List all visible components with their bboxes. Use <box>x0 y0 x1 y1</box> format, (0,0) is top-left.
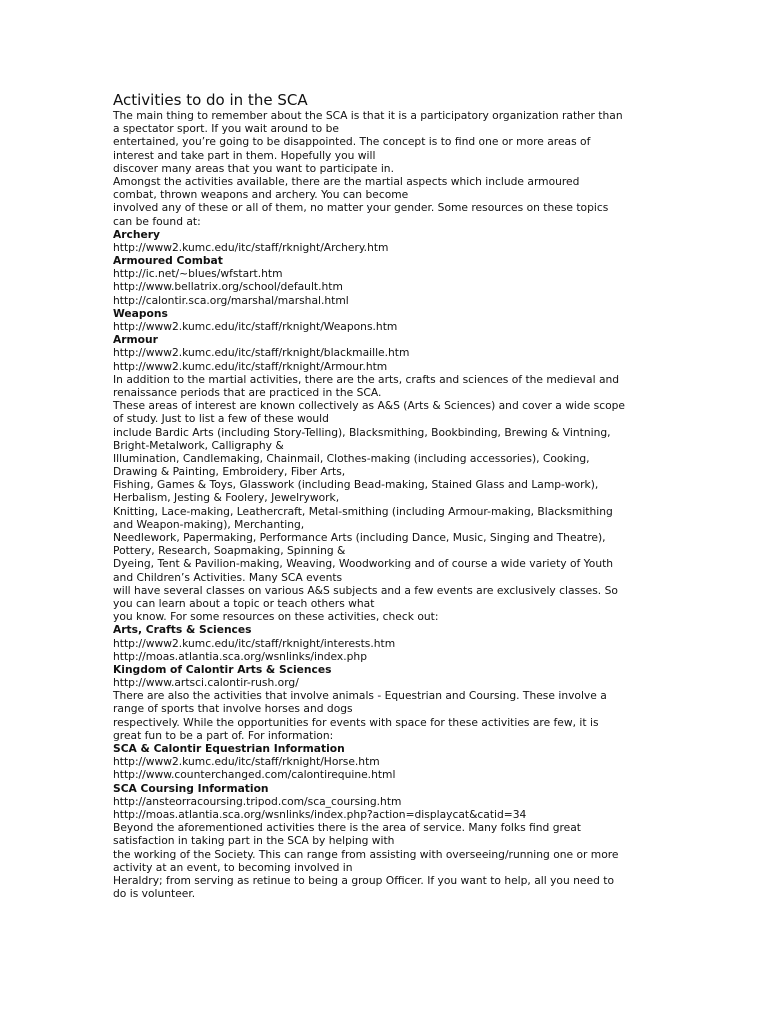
text-line: http://ansteorracoursing.tripod.com/sca_coursing.htm <box>113 794 402 808</box>
text-line: Knitting, Lace-making, Leathercraft, Metal-smithing (including Armour-making, Blacksmithing <box>113 504 613 518</box>
text-line: Fishing, Games & Toys, Glasswork (including Bead-making, Stained Glass and Lamp-work), <box>113 478 599 492</box>
text-line: In addition to the martial activities, there are the arts, crafts and sciences of the medieval and <box>113 372 620 386</box>
text-line: http://www2.kumc.edu/itc/staff/rknight/Armour.htm <box>113 359 388 373</box>
text-line: Heraldry; from serving as retinue to being a group Officer. If you want to help, all you need to <box>113 873 614 887</box>
text-line: you know. For some resources on these activities, check out: <box>113 610 439 624</box>
text-line: Drawing & Painting, Embroidery, Fiber Arts, <box>113 465 346 479</box>
text-line: Amongst the activities available, there are the martial aspects which include armoured <box>113 174 580 188</box>
page-title: Activities to do in the SCA <box>113 91 308 109</box>
text-line: Bright-Metalwork, Calligraphy & <box>113 438 284 452</box>
text-line: involved any of these or all of them, no matter your gender. Some resources on these topics <box>113 201 609 215</box>
text-line: can be found at: <box>113 214 201 228</box>
text-line: Herbalism, Jesting & Foolery, Jewelrywork, <box>113 491 340 505</box>
text-line: http://www.artsci.calontir-rush.org/ <box>113 676 299 690</box>
text-line: http://www.counterchanged.com/calontirequine.html <box>113 768 396 782</box>
text-line: http://ic.net/~blues/wfstart.htm <box>113 267 283 281</box>
text-line: you can learn about a topic or teach others what <box>113 596 375 610</box>
text-line: include Bardic Arts (including Story-Telling), Blacksmithing, Bookbinding, Brewing & Vintning, <box>113 425 611 439</box>
text-line: the working of the Society. This can range from assisting with overseeing/running one or more <box>113 847 619 861</box>
text-line: and Weapon-making), Merchanting, <box>113 517 305 531</box>
document-page <box>113 92 658 900</box>
text-line: discover many areas that you want to participate in. <box>113 161 394 175</box>
text-line: great fun to be a part of. For information: <box>113 728 334 742</box>
text-line: renaissance periods that are practiced in the SCA. <box>113 385 382 399</box>
text-line: http://www2.kumc.edu/itc/staff/rknight/blackmaille.htm <box>113 346 410 360</box>
text-line: http://www2.kumc.edu/itc/staff/rknight/interests.htm <box>113 636 396 650</box>
text-line: There are also the activities that involve animals - Equestrian and Coursing. These involve a <box>113 689 607 703</box>
section-heading: Armoured Combat <box>113 254 223 268</box>
text-line: Needlework, Papermaking, Performance Arts (including Dance, Music, Singing and Theatre), <box>113 531 606 544</box>
text-line: http://moas.atlantia.sca.org/wsnlinks/index.php?action=displaycat&catid=34 <box>113 807 527 821</box>
text-line: satisfaction in taking part in the SCA by helping with <box>113 834 395 848</box>
section-heading: SCA Coursing Information <box>113 781 269 795</box>
text-line: will have several classes on various A&S subjects and a few events are exclusively classes. So <box>113 583 618 597</box>
document-body <box>113 109 658 900</box>
text-line: and Children’s Activities. Many SCA events <box>113 570 343 584</box>
text-line: These areas of interest are known collectively as A&S (Arts & Sciences) and cover a wide scope <box>113 399 625 413</box>
section-heading: Kingdom of Calontir Arts & Sciences <box>113 662 332 676</box>
text-line: activity at an event, to becoming involved in <box>113 860 353 874</box>
text-line: entertained, you’re going to be disappointed. The concept is to find one or more areas of <box>113 135 591 149</box>
text-line: combat, thrown weapons and archery. You can become <box>113 188 409 202</box>
text-line: http://calontir.sca.org/marshal/marshal.html <box>113 293 349 307</box>
text-line: The main thing to remember about the SCA is that it is a participatory organization rather than <box>113 109 623 122</box>
text-line: Dyeing, Tent & Pavilion-making, Weaving, Woodworking and of course a wide variety of Youth <box>113 557 614 571</box>
text-line: a spectator sport. If you wait around to be <box>113 122 339 136</box>
text-line: http://moas.atlantia.sca.org/wsnlinks/index.php <box>113 649 367 663</box>
text-line: range of sports that involve horses and dogs <box>113 702 353 716</box>
text-line: Pottery, Research, Soapmaking, Spinning & <box>113 544 346 558</box>
text-line: interest and take part in them. Hopefully you will <box>113 148 376 162</box>
section-heading: Archery <box>113 227 160 241</box>
section-heading: SCA & Calontir Equestrian Information <box>113 742 345 755</box>
text-line: http://www.bellatrix.org/school/default.htm <box>113 280 343 294</box>
text-line: respectively. While the opportunities for events with space for these activities are few, it is <box>113 715 599 729</box>
text-line: http://www2.kumc.edu/itc/staff/rknight/Weapons.htm <box>113 320 398 333</box>
text-line: of study. Just to list a few of these would <box>113 412 329 426</box>
section-heading: Arts, Crafts & Sciences <box>113 623 252 637</box>
section-heading: Armour <box>113 333 158 347</box>
text-line: http://www2.kumc.edu/itc/staff/rknight/Horse.htm <box>113 755 380 769</box>
text-line: do is volunteer. <box>113 887 196 901</box>
text-line: Beyond the aforementioned activities there is the area of service. Many folks find great <box>113 821 581 835</box>
text-line: http://www2.kumc.edu/itc/staff/rknight/Archery.htm <box>113 240 389 254</box>
section-heading: Weapons <box>113 306 168 320</box>
text-line: Illumination, Candlemaking, Chainmail, Clothes-making (including accessories), Cooking, <box>113 451 590 465</box>
